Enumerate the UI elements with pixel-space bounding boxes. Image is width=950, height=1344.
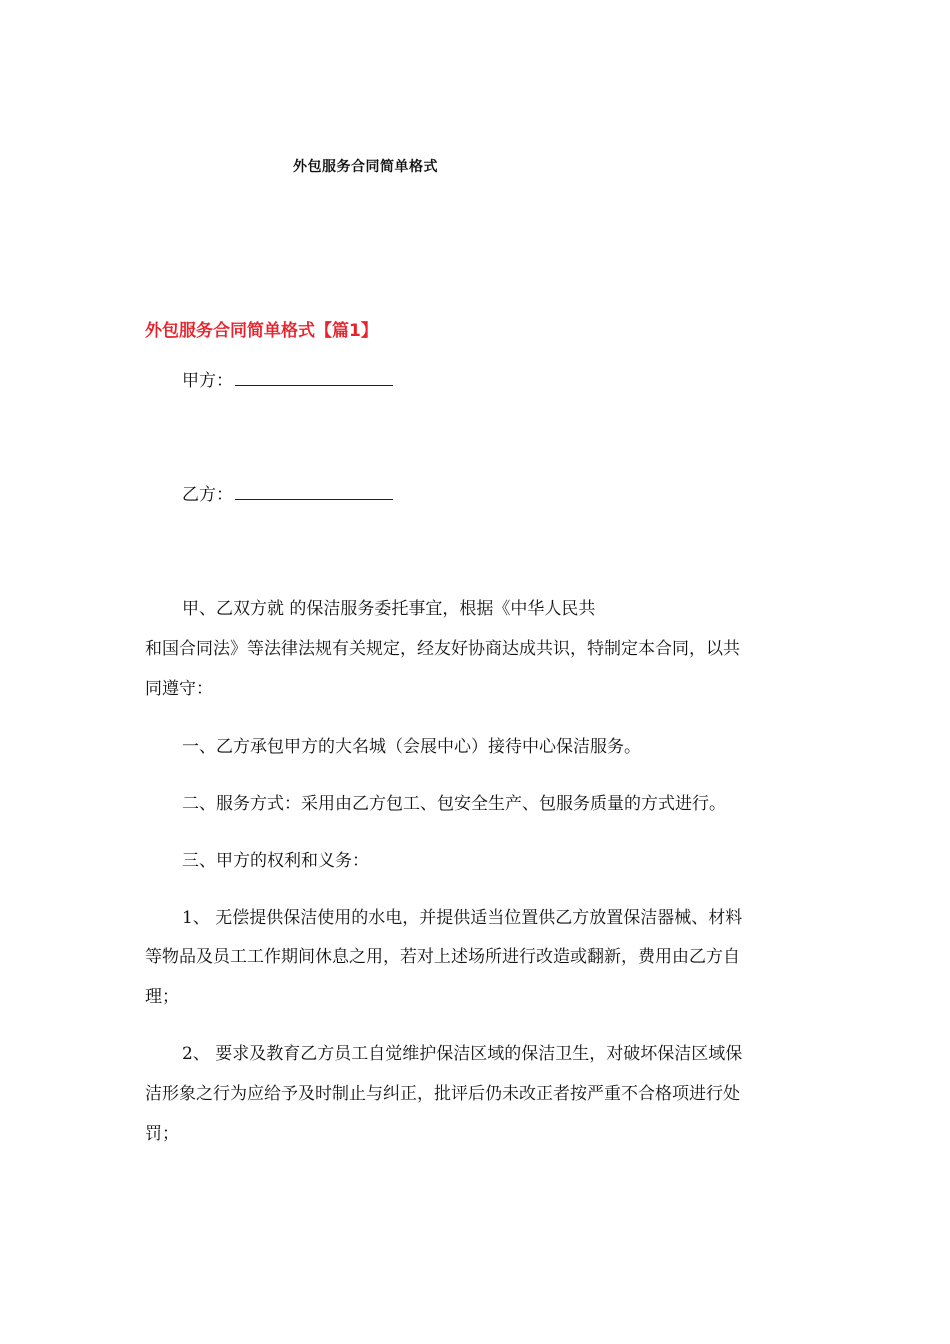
section-heading: 外包服务合同简单格式【篇1】	[145, 321, 378, 341]
party-a-line	[182, 370, 393, 392]
clause-2: 二、服务方式：采用由乙方包工、包安全生产、包服务质量的方式进行。	[182, 794, 726, 814]
preamble-line-2: 和国合同法》等法律法规有关规定，经友好协商达成共识，特制定本合同，以共	[145, 639, 740, 659]
item-2-line-3: 罚；	[145, 1124, 179, 1144]
party-b-line	[182, 484, 393, 506]
clause-1: 一、乙方承包甲方的大名城（会展中心）接待中心保洁服务。	[182, 737, 641, 757]
item-1-line-3: 理；	[145, 987, 179, 1007]
item-1-line-1: 1、 无偿提供保洁使用的水电，并提供适当位置供乙方放置保洁器械、材料	[182, 908, 743, 928]
party-a-blank	[235, 371, 393, 386]
item-2-line-2: 洁形象之行为应给予及时制止与纠正，批评后仍未改正者按严重不合格项进行处	[145, 1084, 740, 1104]
party-b-blank	[235, 485, 393, 500]
item-1-line-2: 等物品及员工工作期间休息之用，若对上述场所进行改造或翻新，费用由乙方自	[145, 947, 740, 967]
preamble-line-3: 同遵守：	[145, 679, 213, 699]
clause-3: 三、甲方的权利和义务：	[182, 851, 369, 871]
preamble-line-1: 甲、乙双方就 的保洁服务委托事宜，根据《中华人民共	[182, 599, 596, 619]
document-title: 外包服务合同简单格式	[293, 159, 438, 175]
party-b-label: 乙方：	[182, 485, 233, 505]
party-a-label: 甲方：	[182, 371, 233, 391]
item-2-line-1: 2、 要求及教育乙方员工自觉维护保洁区域的保洁卫生，对破坏保洁区域保	[182, 1044, 743, 1064]
